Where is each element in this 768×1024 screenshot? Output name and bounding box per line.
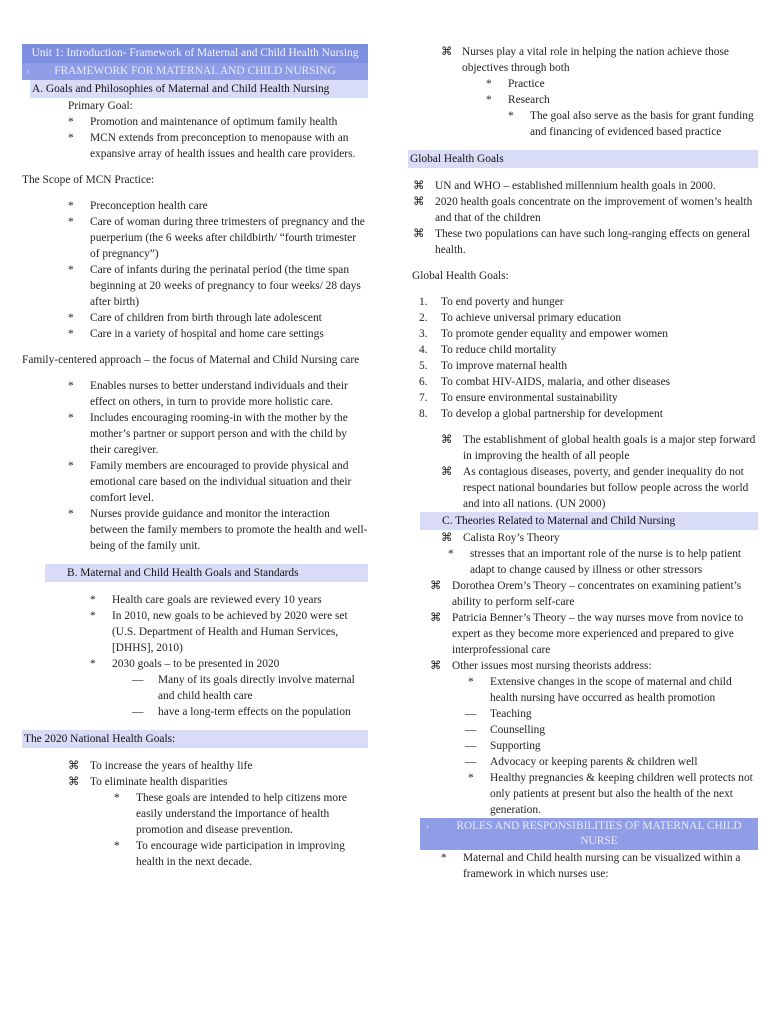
list-item: — have a long-term effects on the population [132,706,351,718]
other-issues-list [408,674,758,706]
list-item: ⌘ Calista Roy’s Theory [441,532,560,544]
list-item: ⌘ Other issues most nursing theorists address: [430,660,652,672]
list-item: * Maternal and Child health nursing can be visualized within a framework in which nurses use: [441,852,741,880]
arrow-icon: › [26,66,29,76]
list-item: 8. To develop a global partnership for development [419,408,663,420]
list-item: * Enables nurses to better understand individuals and their effect on others, in turn to provide more holistic care. [68,380,348,408]
section-b-heading: B. Maternal and Child Health Goals and Standards [45,564,368,582]
scope-list [22,198,368,342]
list-item: * Healthy pregnancies & keeping children well protects not only patients at present but also the health of the next generation. [468,772,753,816]
list-item: * Includes encouraging rooming-in with the mother by the mother’s partner or support person and with the child by their caregiver. [68,412,348,456]
global-goals-list [408,294,758,422]
list-item: * Care of infants during the perinatal period (the time span beginning at 20 weeks of pregnancy to four weeks/ 28 days after birth) [68,264,361,308]
roy-list [408,530,758,546]
list-item: * The goal also serve as the basis for grant funding and financing of evidenced based practice [508,110,754,138]
list-item: * Health care goals are reviewed every 10 years [90,594,322,606]
list-item: * To encourage wide participation in improving health in the next decade. [114,840,345,868]
list-item: 2. To achieve universal primary education [419,312,622,324]
list-item: * Research [486,94,550,106]
roy-sub-list [408,546,758,578]
global-bullets [408,178,758,258]
list-item: ⌘ Dorothea Orem’s Theory – concentrates on examining patient’s ability to perform self-care [430,580,742,608]
right-column [408,44,758,882]
list-item: * Extensive changes in the scope of maternal and child health nursing have occurred as health promotion [468,676,732,704]
left-column [22,44,368,870]
list-item: * Practice [486,78,545,90]
global-title: Global Health Goals [408,150,758,168]
family-list [22,378,368,554]
global-list-title: Global Health Goals: [412,270,509,282]
list-item: * Family members are encouraged to provide physical and emotional care based on the individual situation and their comfort level. [68,460,352,504]
global-notes [408,432,758,512]
roles-heading-text: ROLES AND RESPONSIBILITIES OF MATERNAL CHILD NURSE [456,820,742,847]
list-item: — Counselling [465,724,546,736]
list-item: 7. To ensure environmental sustainability [419,392,618,404]
arrow-icon: › [426,821,429,831]
list-item: * Preconception health care [68,200,208,212]
list-item: ⌘ 2020 health goals concentrate on the improvement of women’s health and that of the children [413,196,753,224]
role-items-list [408,76,758,108]
other-last-list [408,770,758,818]
framework-heading-text: FRAMEWORK FOR MATERNAL AND CHILD NURSING [54,65,336,77]
list-item: 1. To end poverty and hunger [419,296,564,308]
list-item: * Care of woman during three trimesters of pregnancy and the puerperium (the 6 weeks after childbirth/ “fourth trimester of pregnancy”) [68,216,365,260]
scope-title: The Scope of MCN Practice: [22,174,155,186]
other-dash-list [408,706,758,770]
b-sub-list [22,672,368,720]
list-item: * Care in a variety of hospital and home care settings [68,328,324,340]
national-sub-list [22,790,368,870]
list-item: ⌘ UN and WHO – established millennium health goals in 2000. [413,180,716,192]
list-item: ⌘ The establishment of global health goals is a major step forward in improving the health of all people [441,434,756,462]
list-item: ⌘ These two populations can have such long-ranging effects on general health. [413,228,751,256]
list-item: — Supporting [465,740,541,752]
research-sub-list [408,108,758,140]
unit-title: Unit 1: Introduction- Framework of Maternal and Child Health Nursing [22,44,368,63]
section-c-heading: C. Theories Related to Maternal and Child Nursing [420,512,758,530]
national-goals-list [22,758,368,790]
list-item: * stresses that an important role of the nurse is to help patient adapt to change caused by illness or other stressors [448,548,742,576]
list-item: ⌘ To eliminate health disparities [68,776,228,788]
list-item: — Advocacy or keeping parents & children well [465,756,698,768]
primary-goal-label: Primary Goal: [68,100,133,112]
list-item: * 2030 goals – to be presented in 2020 [90,658,280,670]
family-intro: Family-centered approach – the focus of Maternal and Child Nursing care [22,354,360,366]
b-list [22,592,368,672]
roles-list [408,850,758,882]
roles-heading [420,818,758,850]
list-item: ⌘ Patricia Benner’s Theory – the way nurses move from novice to expert as they become more experienced and prepared to give interprofessional care [430,612,744,656]
list-item: ⌘ As contagious diseases, poverty, and gender inequality do not respect national boundaries but follow people across the world and into all nations. (UN 2000) [441,466,749,510]
list-item: * Nurses provide guidance and monitor the interaction between the family members to promote the health and well-being of the family unit. [68,508,368,552]
national-goals-title: The 2020 National Health Goals: [22,730,368,748]
list-item: — Teaching [465,708,532,720]
framework-heading [22,63,368,80]
list-item: * Care of children from birth through late adolescent [68,312,322,324]
list-item: 4. To reduce child mortality [419,344,557,356]
primary-goal-list [22,114,368,162]
list-item: ⌘ To increase the years of healthy life [68,760,253,772]
list-item: * These goals are intended to help citizens more easily understand the importance of health promotion and disease prevention. [114,792,347,836]
section-a-heading: A. Goals and Philosophies of Maternal and Child Health Nursing [30,80,368,98]
list-item: — Many of its goals directly involve maternal and child health care [132,674,355,702]
list-item: 6. To combat HIV-AIDS, malaria, and other diseases [419,376,671,388]
list-item: ⌘ Nurses play a vital role in helping the nation achieve those objectives through both [441,46,729,74]
list-item: * In 2010, new goals to be achieved by 2020 were set (U.S. Department of Health and Human Services, [DHHS], 2010) [90,610,348,654]
list-item: 5. To improve maternal health [419,360,568,372]
list-item: * MCN extends from preconception to menopause with an expansive array of health issues and health care providers. [68,132,356,160]
list-item: * Promotion and maintenance of optimum family health [68,116,338,128]
nurses-role-list [408,44,758,76]
theories-list [408,578,758,674]
list-item: 3. To promote gender equality and empower women [419,328,668,340]
